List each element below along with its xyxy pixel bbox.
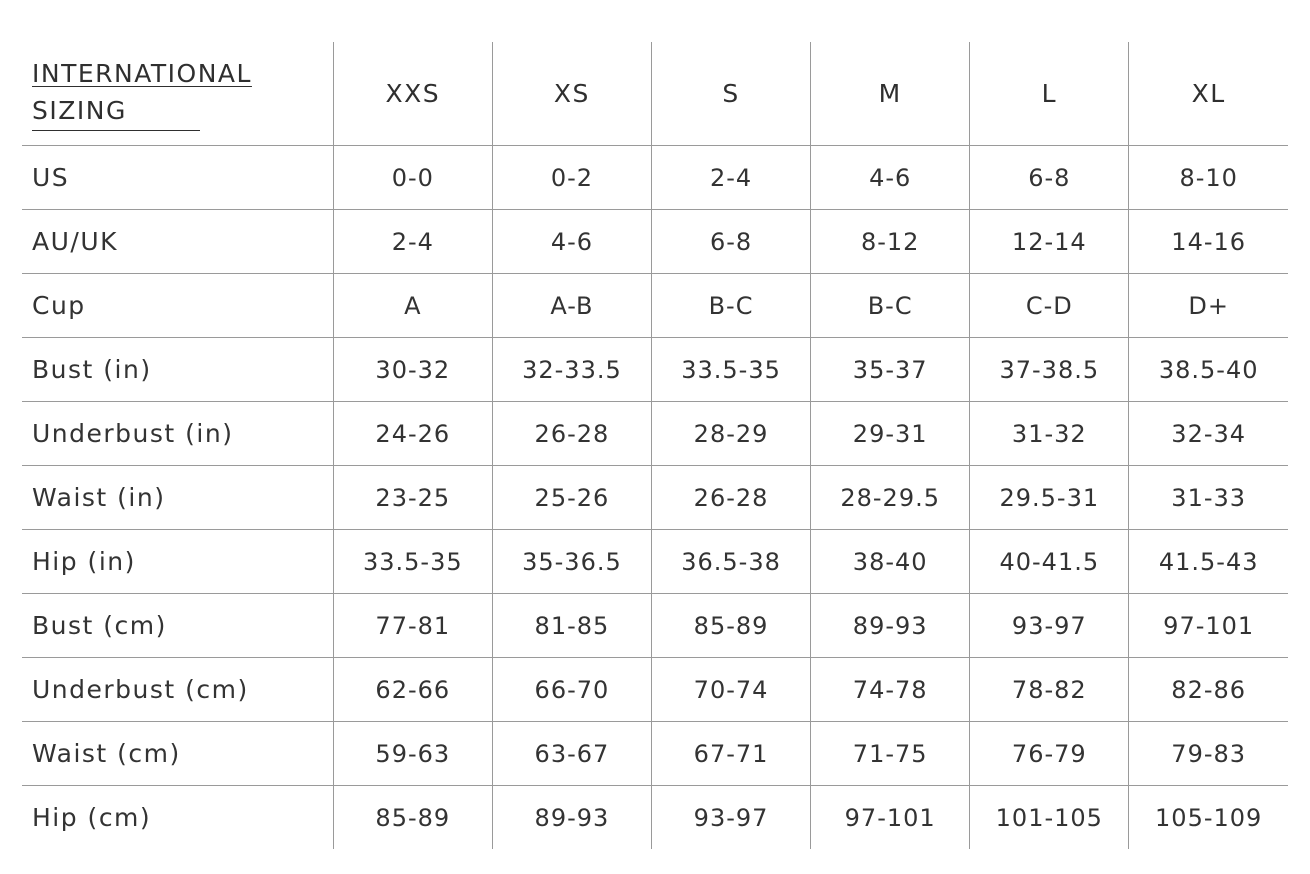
table-row: [22, 530, 1288, 594]
size-header-xxs: XXS: [333, 42, 492, 146]
table-cell: 82-86: [1129, 658, 1288, 722]
table-cell: 8-12: [811, 210, 970, 274]
table-row: [22, 594, 1288, 658]
table-cell: 31-33: [1129, 466, 1288, 530]
size-header-s: S: [651, 42, 810, 146]
size-header-row: [22, 42, 1288, 146]
table-cell: 41.5-43: [1129, 530, 1288, 594]
table-row: [22, 722, 1288, 786]
table-cell: 33.5-35: [651, 338, 810, 402]
table-cell: 4-6: [811, 146, 970, 210]
table-cell: 33.5-35: [333, 530, 492, 594]
table-cell: 0-0: [333, 146, 492, 210]
table-cell: 89-93: [811, 594, 970, 658]
row-label: Hip (cm): [32, 803, 152, 832]
table-cell: 26-28: [492, 402, 651, 466]
table-row: [22, 210, 1288, 274]
table-cell: 32-34: [1129, 402, 1288, 466]
table-cell: 78-82: [970, 658, 1129, 722]
table-cell: 66-70: [492, 658, 651, 722]
corner-title-line1: INTERNATIONAL: [32, 59, 252, 89]
table-cell: 85-89: [333, 786, 492, 850]
size-header-xs: XS: [492, 42, 651, 146]
size-header-m: M: [811, 42, 970, 146]
row-label: Cup: [22, 274, 333, 338]
table-cell: 6-8: [970, 146, 1129, 210]
table-cell: 31-32: [970, 402, 1129, 466]
table-cell: 40-41.5: [970, 530, 1129, 594]
table-cell: A-B: [492, 274, 651, 338]
row-label: Hip (in): [22, 530, 333, 594]
row-label: Bust (cm): [22, 594, 333, 658]
size-chart-table: [22, 42, 1288, 849]
table-cell: 38-40: [811, 530, 970, 594]
table-row: [22, 338, 1288, 402]
table-cell: 35-37: [811, 338, 970, 402]
table-cell: 93-97: [970, 594, 1129, 658]
table-cell: 36.5-38: [651, 530, 810, 594]
table-cell: 93-97: [651, 786, 810, 850]
table-cell: 23-25: [333, 466, 492, 530]
table-row: [22, 274, 1288, 338]
row-label: US: [22, 146, 333, 210]
table-cell: C-D: [970, 274, 1129, 338]
table-cell: 63-67: [492, 722, 651, 786]
table-cell: 29.5-31: [970, 466, 1129, 530]
row-label: Bust (in): [22, 338, 333, 402]
size-header-xl: XL: [1129, 42, 1288, 146]
table-cell: 26-28: [651, 466, 810, 530]
table-cell: 89-93: [492, 786, 651, 850]
table-cell: 2-4: [651, 146, 810, 210]
table-row: [22, 786, 1288, 850]
table-cell: 30-32: [333, 338, 492, 402]
table-row: [22, 402, 1288, 466]
row-label: Waist (in): [22, 466, 333, 530]
table-cell: 0-2: [492, 146, 651, 210]
table-cell: 62-66: [333, 658, 492, 722]
table-cell: 79-83: [1129, 722, 1288, 786]
row-label: Underbust (in): [22, 402, 333, 466]
table-cell: 97-101: [811, 786, 970, 850]
table-cell: 85-89: [651, 594, 810, 658]
table-cell: 59-63: [333, 722, 492, 786]
corner-title-line2: SIZING: [32, 93, 200, 131]
table-cell: B-C: [811, 274, 970, 338]
table-cell: D+: [1129, 274, 1288, 338]
table-cell: 28-29: [651, 402, 810, 466]
table-cell: 101-105: [970, 786, 1129, 850]
table-cell: 2-4: [333, 210, 492, 274]
table-row: [22, 466, 1288, 530]
table-cell: 81-85: [492, 594, 651, 658]
table-cell: 37-38.5: [970, 338, 1129, 402]
table-cell: 38.5-40: [1129, 338, 1288, 402]
table-cell: A: [333, 274, 492, 338]
row-label: Waist (cm): [22, 722, 333, 786]
table-cell: 6-8: [651, 210, 810, 274]
table-cell: 4-6: [492, 210, 651, 274]
table-corner-title: [22, 42, 333, 146]
table-cell: 14-16: [1129, 210, 1288, 274]
table-cell: 32-33.5: [492, 338, 651, 402]
table-cell: 25-26: [492, 466, 651, 530]
size-header-l: L: [970, 42, 1129, 146]
table-cell: 71-75: [811, 722, 970, 786]
table-cell: 8-10: [1129, 146, 1288, 210]
table-cell: 35-36.5: [492, 530, 651, 594]
row-label: AU/UK: [22, 210, 333, 274]
table-cell: 29-31: [811, 402, 970, 466]
table-row: [22, 146, 1288, 210]
table-cell: 28-29.5: [811, 466, 970, 530]
row-label: Underbust (cm): [22, 658, 333, 722]
table-cell: B-C: [651, 274, 810, 338]
table-cell: 67-71: [651, 722, 810, 786]
table-cell: 12-14: [970, 210, 1129, 274]
table-cell: 24-26: [333, 402, 492, 466]
table-cell: 105-109: [1129, 786, 1288, 850]
table-cell: 70-74: [651, 658, 810, 722]
table-cell: 76-79: [970, 722, 1129, 786]
table-row: [22, 658, 1288, 722]
table-cell: 97-101: [1129, 594, 1288, 658]
table-cell: 74-78: [811, 658, 970, 722]
table-cell: 77-81: [333, 594, 492, 658]
